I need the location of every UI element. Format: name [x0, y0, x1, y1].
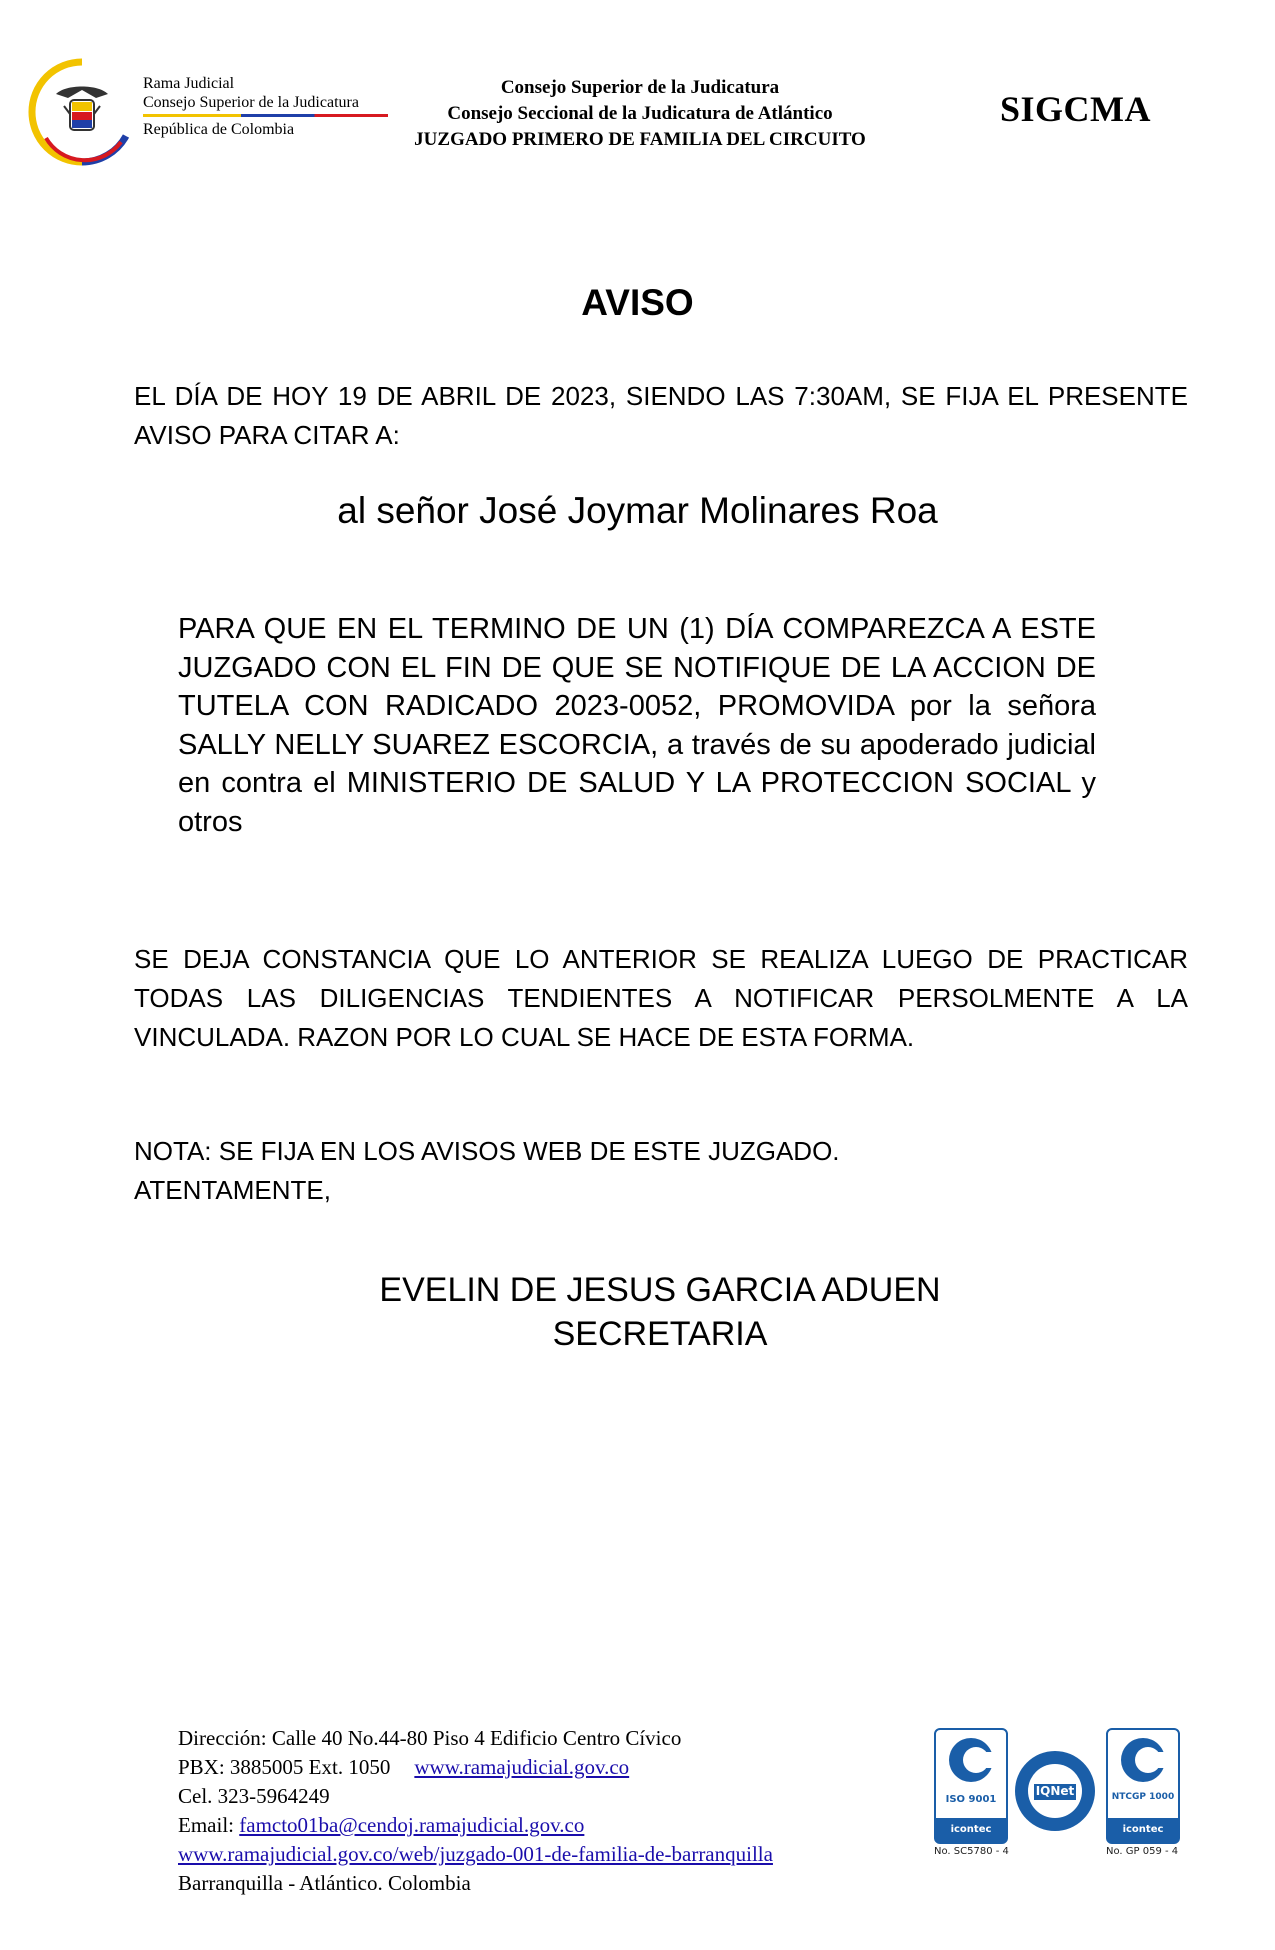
- ntcgp-icontec-bar: [1108, 1818, 1178, 1842]
- cited-person: al señor José Joymar Molinares Roa: [337, 490, 938, 531]
- sigcma-label: SIGCMA: [1000, 89, 1152, 129]
- council-line-seccional: Consejo Seccional de la Judicatura de Atlántico: [447, 103, 833, 124]
- ntcgp-label: NTCGP 1000: [1111, 1792, 1175, 1802]
- footer-site-link[interactable]: www.ramajudicial.gov.co: [414, 1755, 630, 1779]
- council-line-superior: Consejo Superior de la Judicatura: [500, 77, 780, 98]
- logo-line-consejo: Consejo Superior de la Judicatura: [143, 94, 359, 111]
- logo-line-rama: Rama Judicial: [143, 75, 235, 92]
- icontec-c-icon: [936, 1730, 1006, 1790]
- ntcgp-badge: [1106, 1728, 1180, 1844]
- coat-of-arms-icon: [26, 56, 138, 168]
- iso-icontec-label: icontec: [950, 1824, 992, 1835]
- icontec-c-icon-2: [1108, 1730, 1178, 1790]
- signature-block: [300, 1268, 1020, 1356]
- notice-nota: NOTA: SE FIJA EN LOS AVISOS WEB DE ESTE JUZGADO.: [134, 1136, 840, 1166]
- iso-cert-number: No. SC5780 - 4: [934, 1846, 1009, 1857]
- iqnet-label: IQNet: [1035, 1784, 1075, 1798]
- notice-title: AVISO: [581, 282, 694, 323]
- footer-cel: Cel. 323-5964249: [178, 1784, 330, 1808]
- council-heading: [360, 75, 920, 153]
- iso-label: ISO 9001: [945, 1794, 997, 1805]
- ntcgp-cert: [1106, 1728, 1180, 1857]
- notice-body: PARA QUE EN EL TERMINO DE UN (1) DÍA COMPAREZCA A ESTE JUZGADO CON EL FIN DE QUE SE NOTIFIQUE DE LA ACCION DE TUTELA CON RADICADO 2023-0052, PROMOVIDA por la señora SALLY NELLY SUAREZ ESCORCIA, a través de su apoderado judicial en contra el MINISTERIO DE SALUD Y LA PROTECCION SOCIAL y otros: [178, 613, 1096, 838]
- signer-name: EVELIN DE JESUS GARCIA ADUEN: [379, 1271, 941, 1309]
- footer-court-url-link[interactable]: www.ramajudicial.gov.co/web/juzgado-001-de-familia-de-barranquilla: [178, 1842, 773, 1866]
- footer-address: Dirección: Calle 40 No.44-80 Piso 4 Edificio Centro Cívico: [178, 1726, 682, 1750]
- signer-role: SECRETARIA: [552, 1315, 768, 1353]
- iqnet-cert: [1012, 1748, 1098, 1839]
- notice-nota-block: [134, 1132, 840, 1210]
- footer-email-line: [178, 1811, 773, 1840]
- ntcgp-cert-number: No. GP 059 - 4: [1106, 1846, 1179, 1857]
- notice-closing: ATENTAMENTE,: [134, 1175, 331, 1205]
- ntcgp-icontec-label: icontec: [1122, 1824, 1164, 1835]
- footer-email-label: Email:: [178, 1813, 234, 1837]
- iso-cert: [934, 1728, 1009, 1857]
- logo-line-republica: República de Colombia: [143, 121, 295, 138]
- notice-intro: EL DÍA DE HOY 19 DE ABRIL DE 2023, SIENDO LAS 7:30AM, SE FIJA EL PRESENTE AVISO PARA CITAR A:: [134, 381, 1188, 450]
- footer-contact: [178, 1724, 773, 1898]
- footer-pbx-line: [178, 1753, 773, 1782]
- logo-text: [143, 74, 388, 139]
- tricolor-rule: [143, 114, 388, 117]
- coat-of-arms-logo: [26, 56, 138, 168]
- iso-icontec-bar: [936, 1818, 1006, 1842]
- iso-badge: [934, 1728, 1008, 1844]
- footer-email-link[interactable]: famcto01ba@cendoj.ramajudicial.gov.co: [239, 1813, 585, 1837]
- notice-constancia: SE DEJA CONSTANCIA QUE LO ANTERIOR SE REALIZA LUEGO DE PRACTICAR TODAS LAS DILIGENCIAS TENDIENTES A NOTIFICAR PERSOLMENTE A LA VINCULADA. RAZON POR LO CUAL SE HACE DE ESTA FORMA.: [134, 944, 1188, 1052]
- footer-pbx: PBX: 3885005 Ext. 1050: [178, 1755, 391, 1779]
- footer-court-url-line: [178, 1840, 773, 1869]
- council-line-juzgado: JUZGADO PRIMERO DE FAMILIA DEL CIRCUITO: [414, 129, 866, 150]
- footer-city: Barranquilla - Atlántico. Colombia: [178, 1871, 471, 1895]
